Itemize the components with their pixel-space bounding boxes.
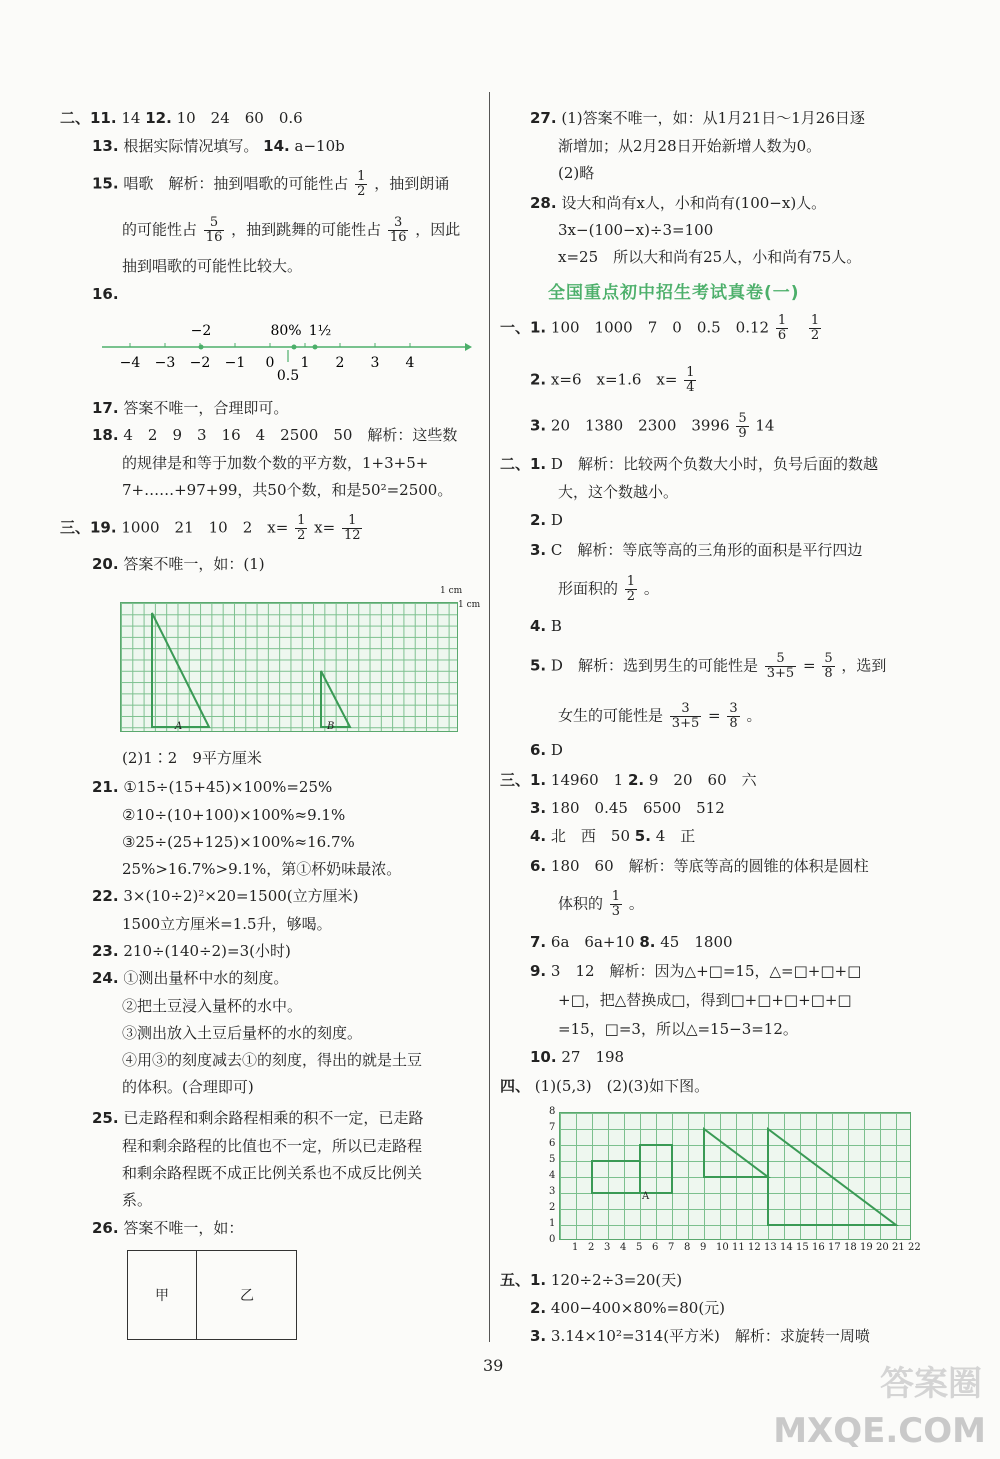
- tick-label: 2: [335, 355, 345, 371]
- tick-label: 4: [405, 355, 415, 371]
- y-tick-label: 2: [549, 1202, 556, 1213]
- tick-label: −4: [119, 355, 141, 371]
- point-label-0.5: 0.5: [276, 368, 300, 384]
- q17: 17. 答案不唯一，合理即可。: [92, 399, 289, 417]
- vertex-label-b: B: [327, 721, 335, 732]
- x-tick-label: 12: [748, 1242, 761, 1253]
- tick-label: 0: [265, 355, 275, 371]
- s2-q1: 二、1. D 解析：比较两个负数大小时，负号后面的数越: [500, 455, 878, 473]
- s2-q4: 4. B: [530, 617, 562, 635]
- q21-line4: 25%>16.7%>9.1%，第①杯奶味最浓。: [122, 860, 402, 878]
- y-tick-label: 0: [549, 1234, 556, 1245]
- watermark: MXQE.COM: [773, 1411, 986, 1451]
- s1-q1: 一、1. 100 1000 7 0 0.5 0.12 $\frac{1}{6}$ $\frac{1}{2}$: [500, 313, 820, 343]
- fraction: $\frac{5}{9}$: [738, 411, 747, 441]
- x-tick-label: 19: [860, 1242, 873, 1253]
- shapes: [560, 1113, 912, 1241]
- x-tick-label: 17: [828, 1242, 841, 1253]
- tick-label: −2: [189, 355, 211, 371]
- s2-q5: 5. D 解析：选到男生的可能性是 $\frac{5}{3+5}$ = $\frac{5}{8}$ ，选到: [530, 651, 887, 681]
- point-label-80pct: 80%: [270, 323, 302, 339]
- tick-label: 1: [300, 355, 310, 371]
- fraction: $\frac{3}{16}$: [389, 215, 407, 245]
- s2-q2: 2. D: [530, 511, 563, 529]
- x-tick-label: 22: [908, 1242, 921, 1253]
- s3-q9: 9. 3 12 解析：因为△+□=15，△=□+□+□: [530, 962, 862, 980]
- triangles: [121, 603, 459, 733]
- fraction: $\frac{5}{3+5}$: [766, 651, 795, 681]
- q15-line3: 抽到唱歌的可能性比较大。: [122, 257, 303, 275]
- q24-line4: ④用③的刻度减去①的刻度，得出的就是土豆: [122, 1051, 423, 1069]
- q22-line2: 1500立方厘米=1.5升，够喝。: [122, 915, 332, 933]
- y-tick-label: 1: [549, 1218, 556, 1229]
- q18-line3: 7+……+97+99，共50个数，和是50²=2500。: [122, 481, 453, 499]
- q20-part2: (2)1∶2 9平方厘米: [122, 749, 262, 767]
- y-tick-label: 4: [549, 1170, 556, 1181]
- number-line: [100, 310, 480, 390]
- q24: 24. ①测出量杯中水的刻度。: [92, 969, 289, 987]
- q11-12: 二、11. 14 12. 10 24 60 0.6: [60, 109, 303, 127]
- x-tick-label: 9: [700, 1242, 707, 1253]
- q25-line3: 和剩余路程既不成正比例关系也不成反比例关: [122, 1164, 423, 1182]
- s3-q9-line3: =15，□=3，所以△=15−3=12。: [558, 1020, 798, 1038]
- s3-q10: 10. 27 198: [530, 1048, 625, 1066]
- s3-q7-8: 7. 6a 6a+10 8. 45 1800: [530, 933, 733, 951]
- fraction: $\frac{1}{2}$: [810, 313, 820, 343]
- x-tick-label: 6: [652, 1242, 659, 1253]
- y-tick-label: 3: [549, 1186, 556, 1197]
- q28-line2: 3x−(100−x)÷3=100: [558, 221, 714, 239]
- coordinate-grid: [545, 1106, 921, 1256]
- q24-line5: 的体积。(合理即可): [122, 1078, 254, 1096]
- grid-figure-20: [120, 602, 458, 732]
- s3-q1-2: 三、1. 14960 1 2. 9 20 60 六: [500, 771, 757, 789]
- x-tick-label: 1: [572, 1242, 579, 1253]
- tick-label: 3: [370, 355, 380, 371]
- q13-14: 13. 根据实际情况填写。 14. a−10b: [92, 137, 345, 155]
- q21-line2: ②10÷(10+100)×100%≈9.1%: [122, 806, 346, 824]
- s2-q3-line2: 形面积的 $\frac{1}{2}$ 。: [558, 574, 659, 604]
- x-tick-label: 16: [812, 1242, 825, 1253]
- q25-line4: 系。: [122, 1191, 153, 1209]
- point-label-neg2: −2: [190, 323, 212, 339]
- fraction: $\frac{5}{8}$: [824, 651, 833, 681]
- q27-line3: (2)略: [558, 164, 595, 182]
- q16: 16.: [92, 285, 119, 303]
- x-tick-label: 10: [716, 1242, 729, 1253]
- fraction: $\frac{1}{6}$: [777, 313, 787, 343]
- watermark-logo: 答案圈: [880, 1364, 982, 1404]
- answer-table-26: [127, 1250, 297, 1340]
- fraction: $\frac{1}{2}$: [297, 513, 306, 543]
- fraction: $\frac{1}{3}$: [611, 889, 621, 919]
- s1-q3: 3. 20 1380 2300 3996 $\frac{5}{9}$ 14: [530, 411, 775, 441]
- x-tick-label: 18: [844, 1242, 857, 1253]
- s5-q3: 3. 3.14×10²=314(平方米) 解析：求旋转一周喷: [530, 1327, 870, 1345]
- y-tick-label: 8: [549, 1106, 556, 1117]
- fraction: $\frac{1}{2}$: [357, 169, 366, 199]
- point-label-a: A: [642, 1191, 650, 1202]
- s1-q2: 2. x=6 x=1.6 x= $\frac{1}{4}$: [530, 365, 695, 395]
- x-tick-label: 8: [684, 1242, 691, 1253]
- q19: 三、19. 1000 21 10 2 x= $\frac{1}{2}$ x= $\frac{1}{12}$: [60, 513, 361, 543]
- x-tick-label: 20: [876, 1242, 889, 1253]
- q15: 15. 唱歌 解析：抽到唱歌的可能性占 $\frac{1}{2}$ ，抽到朗诵: [92, 169, 450, 199]
- q27-line2: 渐增加；从2月28日开始新增人数为0。: [558, 137, 822, 155]
- q27: 27. (1)答案不唯一，如：从1月21日～1月26日逐: [530, 109, 865, 127]
- s3-q4-5: 4. 北 西 50 5. 4 正: [530, 827, 696, 845]
- s4: 四、 (1)(5,3) (2)(3)如下图。: [500, 1077, 710, 1095]
- scale-label: 1 cm: [440, 586, 463, 596]
- s2-q6: 6. D: [530, 741, 563, 759]
- q18: 18. 4 2 9 3 16 4 2500 50 解析：这些数: [92, 426, 458, 444]
- x-tick-label: 7: [668, 1242, 675, 1253]
- fraction: $\frac{3}{3+5}$: [671, 701, 700, 731]
- s5-q2: 2. 400−400×80%=80(元): [530, 1299, 726, 1317]
- cell-jia: 甲: [155, 1288, 169, 1304]
- s3-q6-line2: 体积的 $\frac{1}{3}$ 。: [558, 889, 644, 919]
- q15-line2: 的可能性占 $\frac{5}{16}$ ，抽到跳舞的可能性占 $\frac{3}{16}$ ，因此: [122, 215, 461, 245]
- fraction: $\frac{3}{8}$: [729, 701, 738, 731]
- x-tick-label: 5: [636, 1242, 643, 1253]
- q21: 21. ①15÷(15+45)×100%=25%: [92, 778, 333, 796]
- point-label-1-half: 1½: [308, 323, 332, 339]
- page-number: 39: [483, 1356, 504, 1375]
- s2-q1-line2: 大，这个数越小。: [558, 483, 679, 501]
- s5-q1: 五、1. 120÷2÷3=20(天): [500, 1271, 683, 1289]
- fraction: $\frac{1}{4}$: [686, 365, 695, 395]
- s3-q3: 3. 180 0.45 6500 512: [530, 799, 725, 817]
- x-tick-label: 15: [796, 1242, 809, 1253]
- q25-line2: 程和剩余路程的比值也不一定，所以已走路程: [122, 1137, 423, 1155]
- column-divider: [489, 92, 490, 1342]
- cell-yi: 乙: [240, 1288, 254, 1304]
- s2-q5-line2: 女生的可能性是 $\frac{3}{3+5}$ = $\frac{3}{8}$ 。: [558, 701, 762, 731]
- x-tick-label: 2: [588, 1242, 595, 1253]
- x-tick-label: 3: [604, 1242, 611, 1253]
- q28-line3: x=25 所以大和尚有25人，小和尚有75人。: [558, 248, 862, 266]
- q24-line3: ③测出放入土豆后量杯的水的刻度。: [122, 1024, 363, 1042]
- q23: 23. 210÷(140÷2)=3(小时): [92, 942, 291, 960]
- s3-q9-line2: +□，把△替换成□，得到□+□+□+□+□: [558, 991, 852, 1009]
- tick-label: −1: [224, 355, 246, 371]
- q28: 28. 设大和尚有x人，小和尚有(100−x)人。: [530, 194, 827, 212]
- q21-line3: ③25÷(25+125)×100%≈16.7%: [122, 833, 355, 851]
- x-tick-label: 13: [764, 1242, 777, 1253]
- fraction: $\frac{5}{16}$: [205, 215, 223, 245]
- q25: 25. 已走路程和剩余路程相乘的积不一定，已走路: [92, 1109, 424, 1127]
- vertex-label-a: A: [175, 721, 183, 732]
- s3-q6: 6. 180 60 解析：等底等高的圆锥的体积是圆柱: [530, 857, 869, 875]
- x-tick-label: 4: [620, 1242, 627, 1253]
- fraction: $\frac{1}{12}$: [343, 513, 361, 543]
- q22: 22. 3×(10÷2)²×20=1500(立方厘米): [92, 887, 359, 905]
- fraction: $\frac{1}{2}$: [626, 574, 636, 604]
- grid-area: [559, 1112, 911, 1240]
- q26: 26. 答案不唯一，如：: [92, 1219, 244, 1237]
- x-tick-label: 21: [892, 1242, 905, 1253]
- q20: 20. 答案不唯一，如：(1): [92, 555, 265, 573]
- tick-label: −3: [154, 355, 176, 371]
- y-tick-label: 7: [549, 1122, 556, 1133]
- section-title: 全国重点初中招生考试真卷(一): [548, 283, 800, 303]
- x-tick-label: 11: [732, 1242, 745, 1253]
- q18-line2: 的规律是和等于加数个数的平方数，1+3+5+: [122, 454, 429, 472]
- q24-line2: ②把土豆浸入量杯的水中。: [122, 997, 303, 1015]
- y-tick-label: 5: [549, 1154, 556, 1165]
- y-tick-label: 6: [549, 1138, 556, 1149]
- scale-label: 1 cm: [458, 600, 481, 610]
- x-tick-label: 14: [780, 1242, 793, 1253]
- s2-q3: 3. C 解析：等底等高的三角形的面积是平行四边: [530, 541, 863, 559]
